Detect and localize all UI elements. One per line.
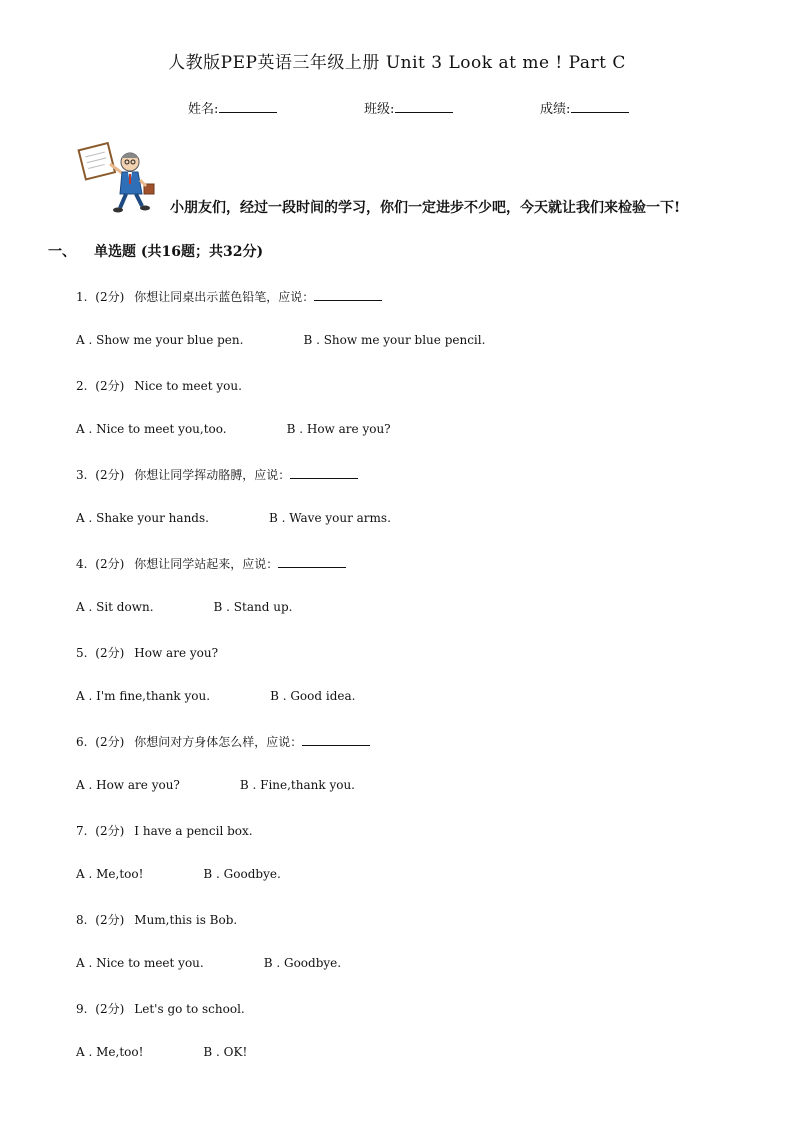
question-text: 你想让同桌出示蓝色铅笔，应说： — [134, 290, 315, 304]
option-a[interactable]: A . Nice to meet you,too. — [76, 422, 227, 436]
name-field[interactable] — [188, 98, 277, 117]
option-b[interactable]: B . Good idea. — [270, 689, 356, 703]
question-text: Nice to meet you. — [134, 379, 242, 393]
question-text: 你想让同学站起来，应说： — [134, 557, 279, 571]
option-b[interactable]: B . Wave your arms. — [268, 511, 391, 525]
class-label: 班级: — [364, 102, 395, 117]
class-blank[interactable] — [395, 100, 453, 113]
option-a[interactable]: A . Shake your hands. — [76, 511, 209, 525]
question-4-options — [76, 600, 292, 614]
question-6 — [76, 733, 370, 750]
question-score: (2分) — [95, 646, 125, 660]
name-blank[interactable] — [219, 100, 277, 113]
question-number: 6. — [76, 735, 88, 749]
question-score: (2分) — [95, 824, 125, 838]
option-a[interactable]: A . I'm fine,thank you. — [76, 689, 211, 703]
option-b[interactable]: B . Show me your blue pencil. — [303, 333, 486, 347]
question-9-options — [76, 1045, 247, 1059]
question-score: (2分) — [95, 1002, 125, 1016]
page-title: 人教版PEP英语三年级上册 Unit 3 Look at me ! Part C — [168, 53, 626, 73]
question-text: 你想让同学挥动胳膊，应说： — [134, 468, 291, 482]
option-b[interactable]: B . Stand up. — [213, 600, 293, 614]
score-field[interactable] — [540, 98, 629, 117]
question-1 — [76, 288, 382, 305]
answer-blank[interactable] — [314, 289, 382, 301]
question-number: 8. — [76, 913, 88, 927]
answer-blank[interactable] — [290, 467, 358, 479]
option-a[interactable]: A . How are you? — [76, 778, 180, 792]
option-a[interactable]: A . Sit down. — [76, 600, 154, 614]
question-3 — [76, 466, 358, 483]
question-number: 4. — [76, 557, 88, 571]
question-text: How are you? — [134, 646, 219, 660]
question-6-options — [76, 778, 355, 792]
question-8-options — [76, 956, 341, 970]
teacher-mascot-icon — [76, 140, 160, 216]
option-b[interactable]: B . OK! — [203, 1045, 248, 1059]
option-a[interactable]: A . Me,too! — [76, 867, 144, 881]
question-text: I have a pencil box. — [134, 824, 253, 838]
score-blank[interactable] — [571, 100, 629, 113]
question-number: 7. — [76, 824, 88, 838]
option-a[interactable]: A . Me,too! — [76, 1045, 144, 1059]
question-8 — [76, 911, 237, 928]
question-5-options — [76, 689, 355, 703]
section-title: 单选题 (共16题；共32分) — [94, 244, 264, 260]
option-a[interactable]: A . Show me your blue pen. — [76, 333, 244, 347]
question-number: 5. — [76, 646, 88, 660]
question-number: 1. — [76, 290, 88, 304]
score-label: 成绩: — [540, 102, 571, 117]
question-1-options — [76, 333, 485, 347]
option-b[interactable]: B . Fine,thank you. — [239, 778, 355, 792]
intro-text: 小朋友们，经过一段时间的学习，你们一定进步不少吧，今天就让我们来检验一下! — [170, 200, 681, 216]
class-field[interactable] — [364, 98, 453, 117]
question-number: 9. — [76, 1002, 88, 1016]
question-score: (2分) — [95, 557, 125, 571]
answer-blank[interactable] — [302, 734, 370, 746]
section-header — [48, 241, 263, 261]
option-b[interactable]: B . Goodbye. — [203, 867, 281, 881]
question-9 — [76, 1000, 245, 1017]
question-4 — [76, 555, 346, 572]
question-score: (2分) — [95, 913, 125, 927]
question-3-options — [76, 511, 391, 525]
question-score: (2分) — [95, 468, 125, 482]
question-number: 2. — [76, 379, 88, 393]
question-score: (2分) — [95, 735, 125, 749]
question-text: Mum,this is Bob. — [134, 913, 238, 927]
question-5 — [76, 644, 218, 661]
option-b[interactable]: B . Goodbye. — [263, 956, 342, 970]
question-text: Let's go to school. — [134, 1002, 245, 1016]
name-label: 姓名: — [188, 102, 219, 117]
answer-blank[interactable] — [278, 556, 346, 568]
option-b[interactable]: B . How are you? — [286, 422, 391, 436]
option-a[interactable]: A . Nice to meet you. — [76, 956, 204, 970]
question-2 — [76, 377, 242, 394]
question-7 — [76, 822, 253, 839]
question-7-options — [76, 867, 281, 881]
section-number: 一、 — [48, 244, 76, 260]
question-text: 你想问对方身体怎么样，应说： — [134, 735, 303, 749]
question-score: (2分) — [95, 290, 125, 304]
question-score: (2分) — [95, 379, 125, 393]
question-2-options — [76, 422, 391, 436]
question-number: 3. — [76, 468, 88, 482]
